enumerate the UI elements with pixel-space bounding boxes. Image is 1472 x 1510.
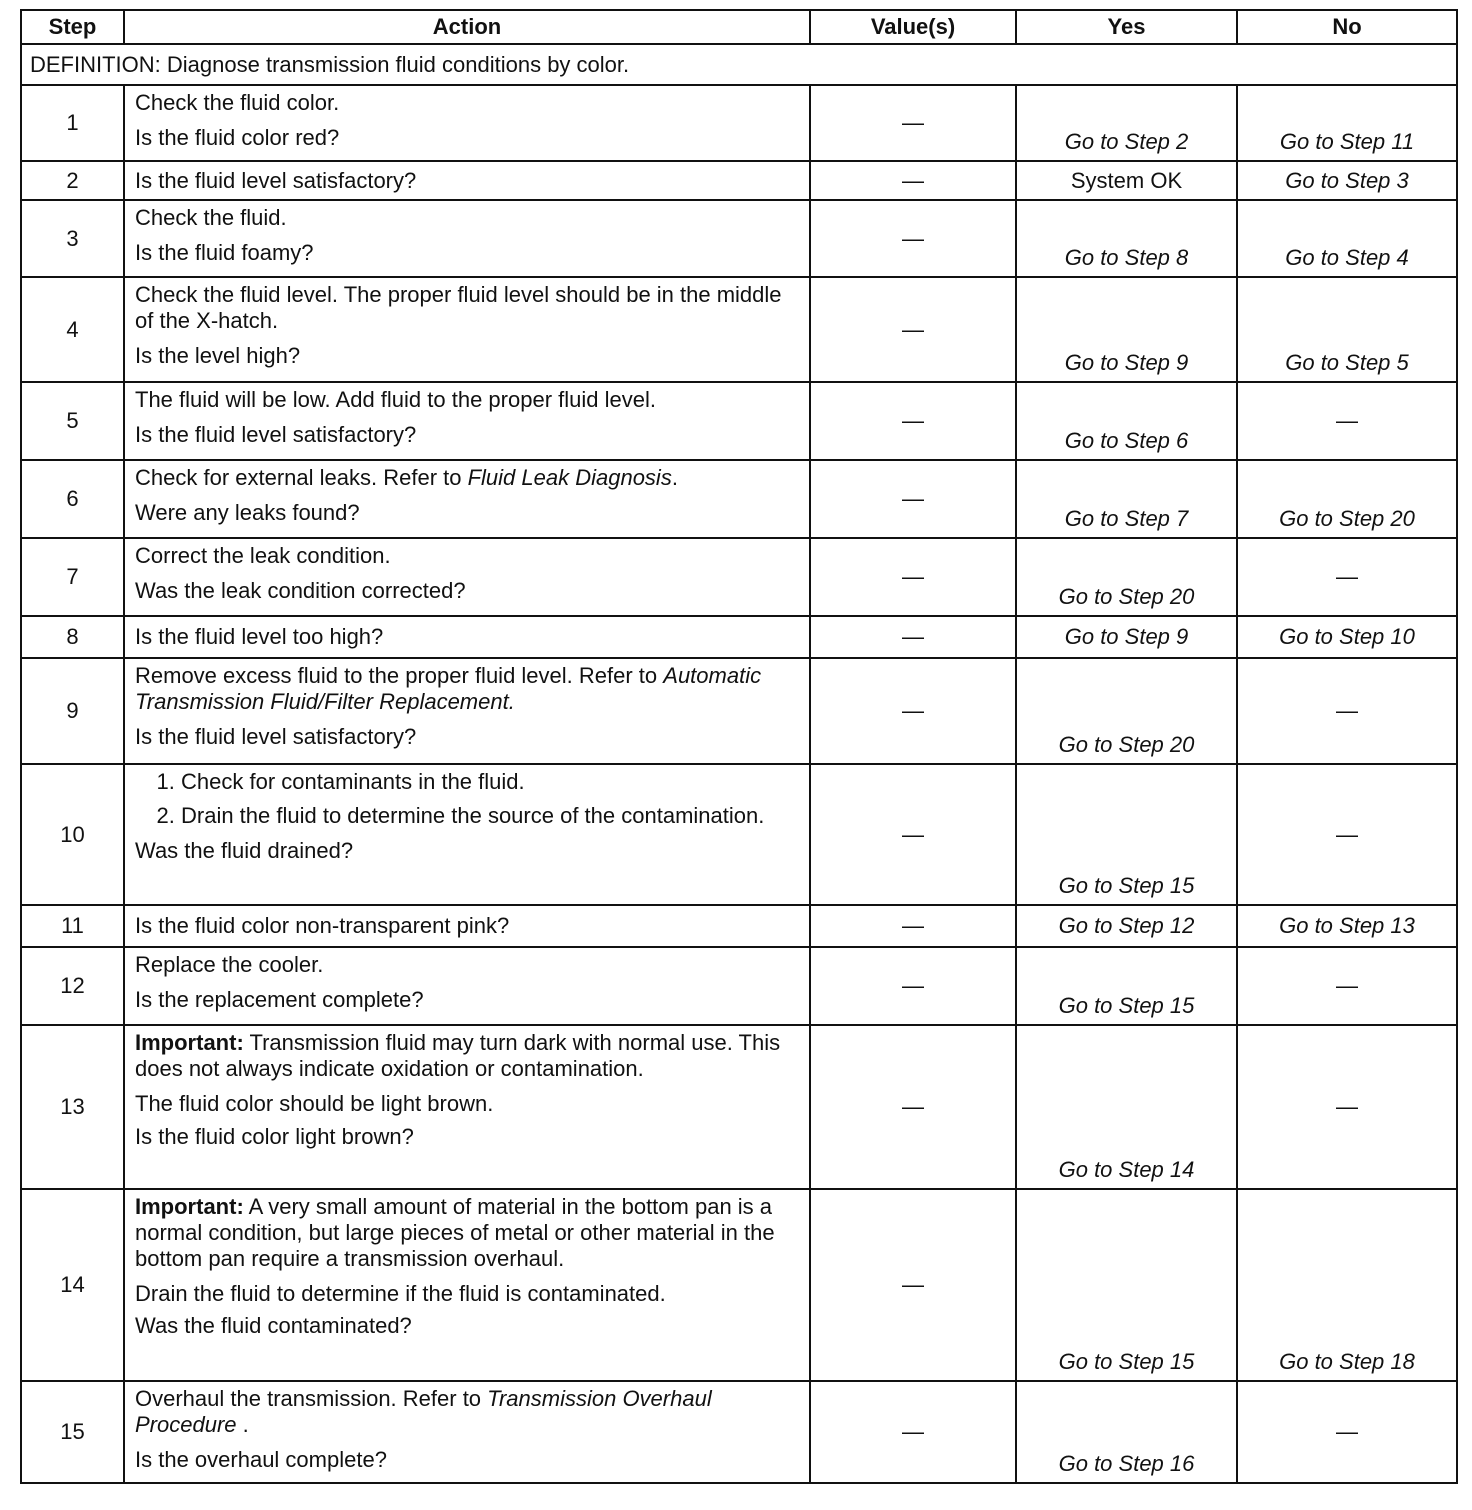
yes-cell: Go to Step 9	[1016, 616, 1237, 658]
no-cell: —	[1237, 538, 1457, 616]
table-row	[21, 1381, 1457, 1483]
definition-text: DEFINITION: Diagnose transmission fluid conditions by color.	[21, 44, 1457, 85]
yes-cell: Go to Step 15	[1016, 1189, 1237, 1381]
action-cell	[124, 200, 810, 277]
important-label: Important:	[135, 1194, 244, 1219]
step-number: 12	[21, 947, 124, 1025]
no-cell: Go to Step 18	[1237, 1189, 1457, 1381]
action-question: Is the level high?	[135, 343, 301, 368]
step-number: 3	[21, 200, 124, 277]
no-cell: —	[1237, 764, 1457, 905]
step-number: 2	[21, 161, 124, 200]
action-text	[135, 465, 799, 491]
step-number: 1	[21, 85, 124, 161]
action-question: Is the fluid level too high?	[135, 624, 384, 649]
procedure-list	[135, 769, 799, 829]
action-text-end: .	[508, 689, 515, 714]
step-number: 13	[21, 1025, 124, 1189]
yes-cell: Go to Step 15	[1016, 947, 1237, 1025]
value-cell: —	[810, 277, 1016, 382]
reference-link[interactable]: Automatic Transmission Fluid/Filter Replacement	[135, 663, 762, 714]
value-cell: —	[810, 200, 1016, 277]
important-note	[135, 1030, 799, 1082]
action-question: Is the fluid level satisfactory?	[135, 724, 417, 749]
yes-cell: Go to Step 12	[1016, 905, 1237, 947]
fluid-diagnosis-table	[20, 9, 1458, 1484]
list-item: 1. Check for contaminants in the fluid.	[181, 769, 799, 795]
action-question: Was the fluid contaminated?	[135, 1313, 412, 1338]
action-text-lead: Overhaul the transmission. Refer to	[135, 1386, 488, 1411]
no-cell: Go to Step 5	[1237, 277, 1457, 382]
step-number: 5	[21, 382, 124, 460]
reference-link[interactable]: Fluid Leak Diagnosis	[467, 465, 672, 490]
table-row	[21, 460, 1457, 538]
action-text: The fluid color should be light brown.	[135, 1091, 494, 1116]
reference-link[interactable]: Transmission Overhaul Procedure	[135, 1386, 712, 1437]
important-text: Transmission fluid may turn dark with normal use. This does not always indicate oxidation or contamination.	[135, 1030, 781, 1081]
header-row	[21, 10, 1457, 44]
no-cell: Go to Step 11	[1237, 85, 1457, 161]
action-question: Was the fluid drained?	[135, 838, 354, 863]
table-row	[21, 161, 1457, 200]
table-row	[21, 658, 1457, 764]
important-note	[135, 1194, 799, 1272]
value-cell: —	[810, 658, 1016, 764]
action-cell	[124, 905, 810, 947]
action-text: Correct the leak condition.	[135, 543, 391, 568]
value-cell: —	[810, 85, 1016, 161]
action-question: Is the fluid foamy?	[135, 240, 314, 265]
action-question: Is the fluid color red?	[135, 125, 340, 150]
no-cell: —	[1237, 1381, 1457, 1483]
action-question: Is the replacement complete?	[135, 987, 424, 1012]
no-cell: Go to Step 4	[1237, 200, 1457, 277]
step-number: 10	[21, 764, 124, 905]
table-row	[21, 85, 1457, 161]
important-label: Important:	[135, 1030, 244, 1055]
table-row	[21, 382, 1457, 460]
step-number: 14	[21, 1189, 124, 1381]
value-cell: —	[810, 538, 1016, 616]
action-text: The fluid will be low. Add fluid to the proper fluid level.	[135, 387, 656, 412]
value-cell: —	[810, 1025, 1016, 1189]
value-cell: —	[810, 460, 1016, 538]
table-row	[21, 616, 1457, 658]
action-cell	[124, 947, 810, 1025]
action-question: Is the fluid level satisfactory?	[135, 167, 417, 193]
yes-cell: Go to Step 20	[1016, 658, 1237, 764]
yes-cell: Go to Step 6	[1016, 382, 1237, 460]
table-row	[21, 905, 1457, 947]
step-number: 4	[21, 277, 124, 382]
step-number: 6	[21, 460, 124, 538]
step-number: 8	[21, 616, 124, 658]
value-cell: —	[810, 905, 1016, 947]
header-yes: Yes	[1016, 10, 1237, 44]
yes-cell: Go to Step 16	[1016, 1381, 1237, 1483]
no-cell: —	[1237, 947, 1457, 1025]
action-question: Were any leaks found?	[135, 500, 360, 525]
action-cell	[124, 382, 810, 460]
no-cell: —	[1237, 1025, 1457, 1189]
action-text-end: .	[236, 1412, 249, 1437]
step-number: 15	[21, 1381, 124, 1483]
action-question: Is the fluid color light brown?	[135, 1124, 414, 1149]
action-text	[135, 663, 799, 715]
yes-cell: Go to Step 7	[1016, 460, 1237, 538]
table-row	[21, 1189, 1457, 1381]
header-values: Value(s)	[810, 10, 1016, 44]
header-step: Step	[21, 10, 124, 44]
action-question: Was the leak condition corrected?	[135, 578, 466, 603]
action-cell	[124, 658, 810, 764]
action-text: Check the fluid level. The proper fluid level should be in the middle of the X-hatch.	[135, 282, 782, 333]
no-cell: Go to Step 3	[1237, 161, 1457, 200]
value-cell: —	[810, 161, 1016, 200]
no-cell: —	[1237, 382, 1457, 460]
action-cell	[124, 277, 810, 382]
header-no: No	[1237, 10, 1457, 44]
action-cell	[124, 460, 810, 538]
no-cell: Go to Step 20	[1237, 460, 1457, 538]
step-number: 9	[21, 658, 124, 764]
action-cell	[124, 764, 810, 905]
table-row	[21, 1025, 1457, 1189]
value-cell: —	[810, 382, 1016, 460]
value-cell: —	[810, 1381, 1016, 1483]
yes-cell: Go to Step 9	[1016, 277, 1237, 382]
no-cell: Go to Step 13	[1237, 905, 1457, 947]
yes-cell: Go to Step 20	[1016, 538, 1237, 616]
action-text: Replace the cooler.	[135, 952, 324, 977]
yes-cell: Go to Step 2	[1016, 85, 1237, 161]
yes-cell: Go to Step 8	[1016, 200, 1237, 277]
important-text: A very small amount of material in the bottom pan is a normal condition, but large pieces of metal or other material in the bottom pan require a transmission overhaul.	[135, 1194, 775, 1271]
yes-cell: Go to Step 15	[1016, 764, 1237, 905]
table-row	[21, 947, 1457, 1025]
action-cell	[124, 161, 810, 200]
action-question: Is the fluid level satisfactory?	[135, 422, 417, 447]
table-row	[21, 277, 1457, 382]
action-cell	[124, 85, 810, 161]
action-cell	[124, 1381, 810, 1483]
yes-cell: Go to Step 14	[1016, 1025, 1237, 1189]
definition-row	[21, 44, 1457, 85]
action-text: Drain the fluid to determine if the fluid is contaminated.	[135, 1281, 666, 1306]
header-action: Action	[124, 10, 810, 44]
action-text	[135, 1386, 799, 1438]
action-cell	[124, 616, 810, 658]
step-number: 11	[21, 905, 124, 947]
yes-cell: System OK	[1016, 161, 1237, 200]
value-cell: —	[810, 616, 1016, 658]
action-cell	[124, 1025, 810, 1189]
diagnostic-table-container	[20, 9, 1458, 1484]
action-text: Check the fluid color.	[135, 90, 340, 115]
table-row	[21, 538, 1457, 616]
value-cell: —	[810, 1189, 1016, 1381]
no-cell: —	[1237, 658, 1457, 764]
action-question: Is the fluid color non-transparent pink?	[135, 913, 510, 938]
action-text-lead: Check for external leaks. Refer to	[135, 465, 468, 490]
no-cell: Go to Step 10	[1237, 616, 1457, 658]
value-cell: —	[810, 764, 1016, 905]
action-text-lead: Remove excess fluid to the proper fluid level. Refer to	[135, 663, 664, 688]
table-row	[21, 200, 1457, 277]
value-cell: —	[810, 947, 1016, 1025]
action-text: Check the fluid.	[135, 205, 287, 230]
action-text-end: .	[671, 465, 678, 490]
list-item: 2. Drain the fluid to determine the source of the contamination.	[181, 803, 799, 829]
action-question: Is the overhaul complete?	[135, 1447, 387, 1472]
table-row	[21, 764, 1457, 905]
step-number: 7	[21, 538, 124, 616]
action-cell	[124, 538, 810, 616]
action-cell	[124, 1189, 810, 1381]
